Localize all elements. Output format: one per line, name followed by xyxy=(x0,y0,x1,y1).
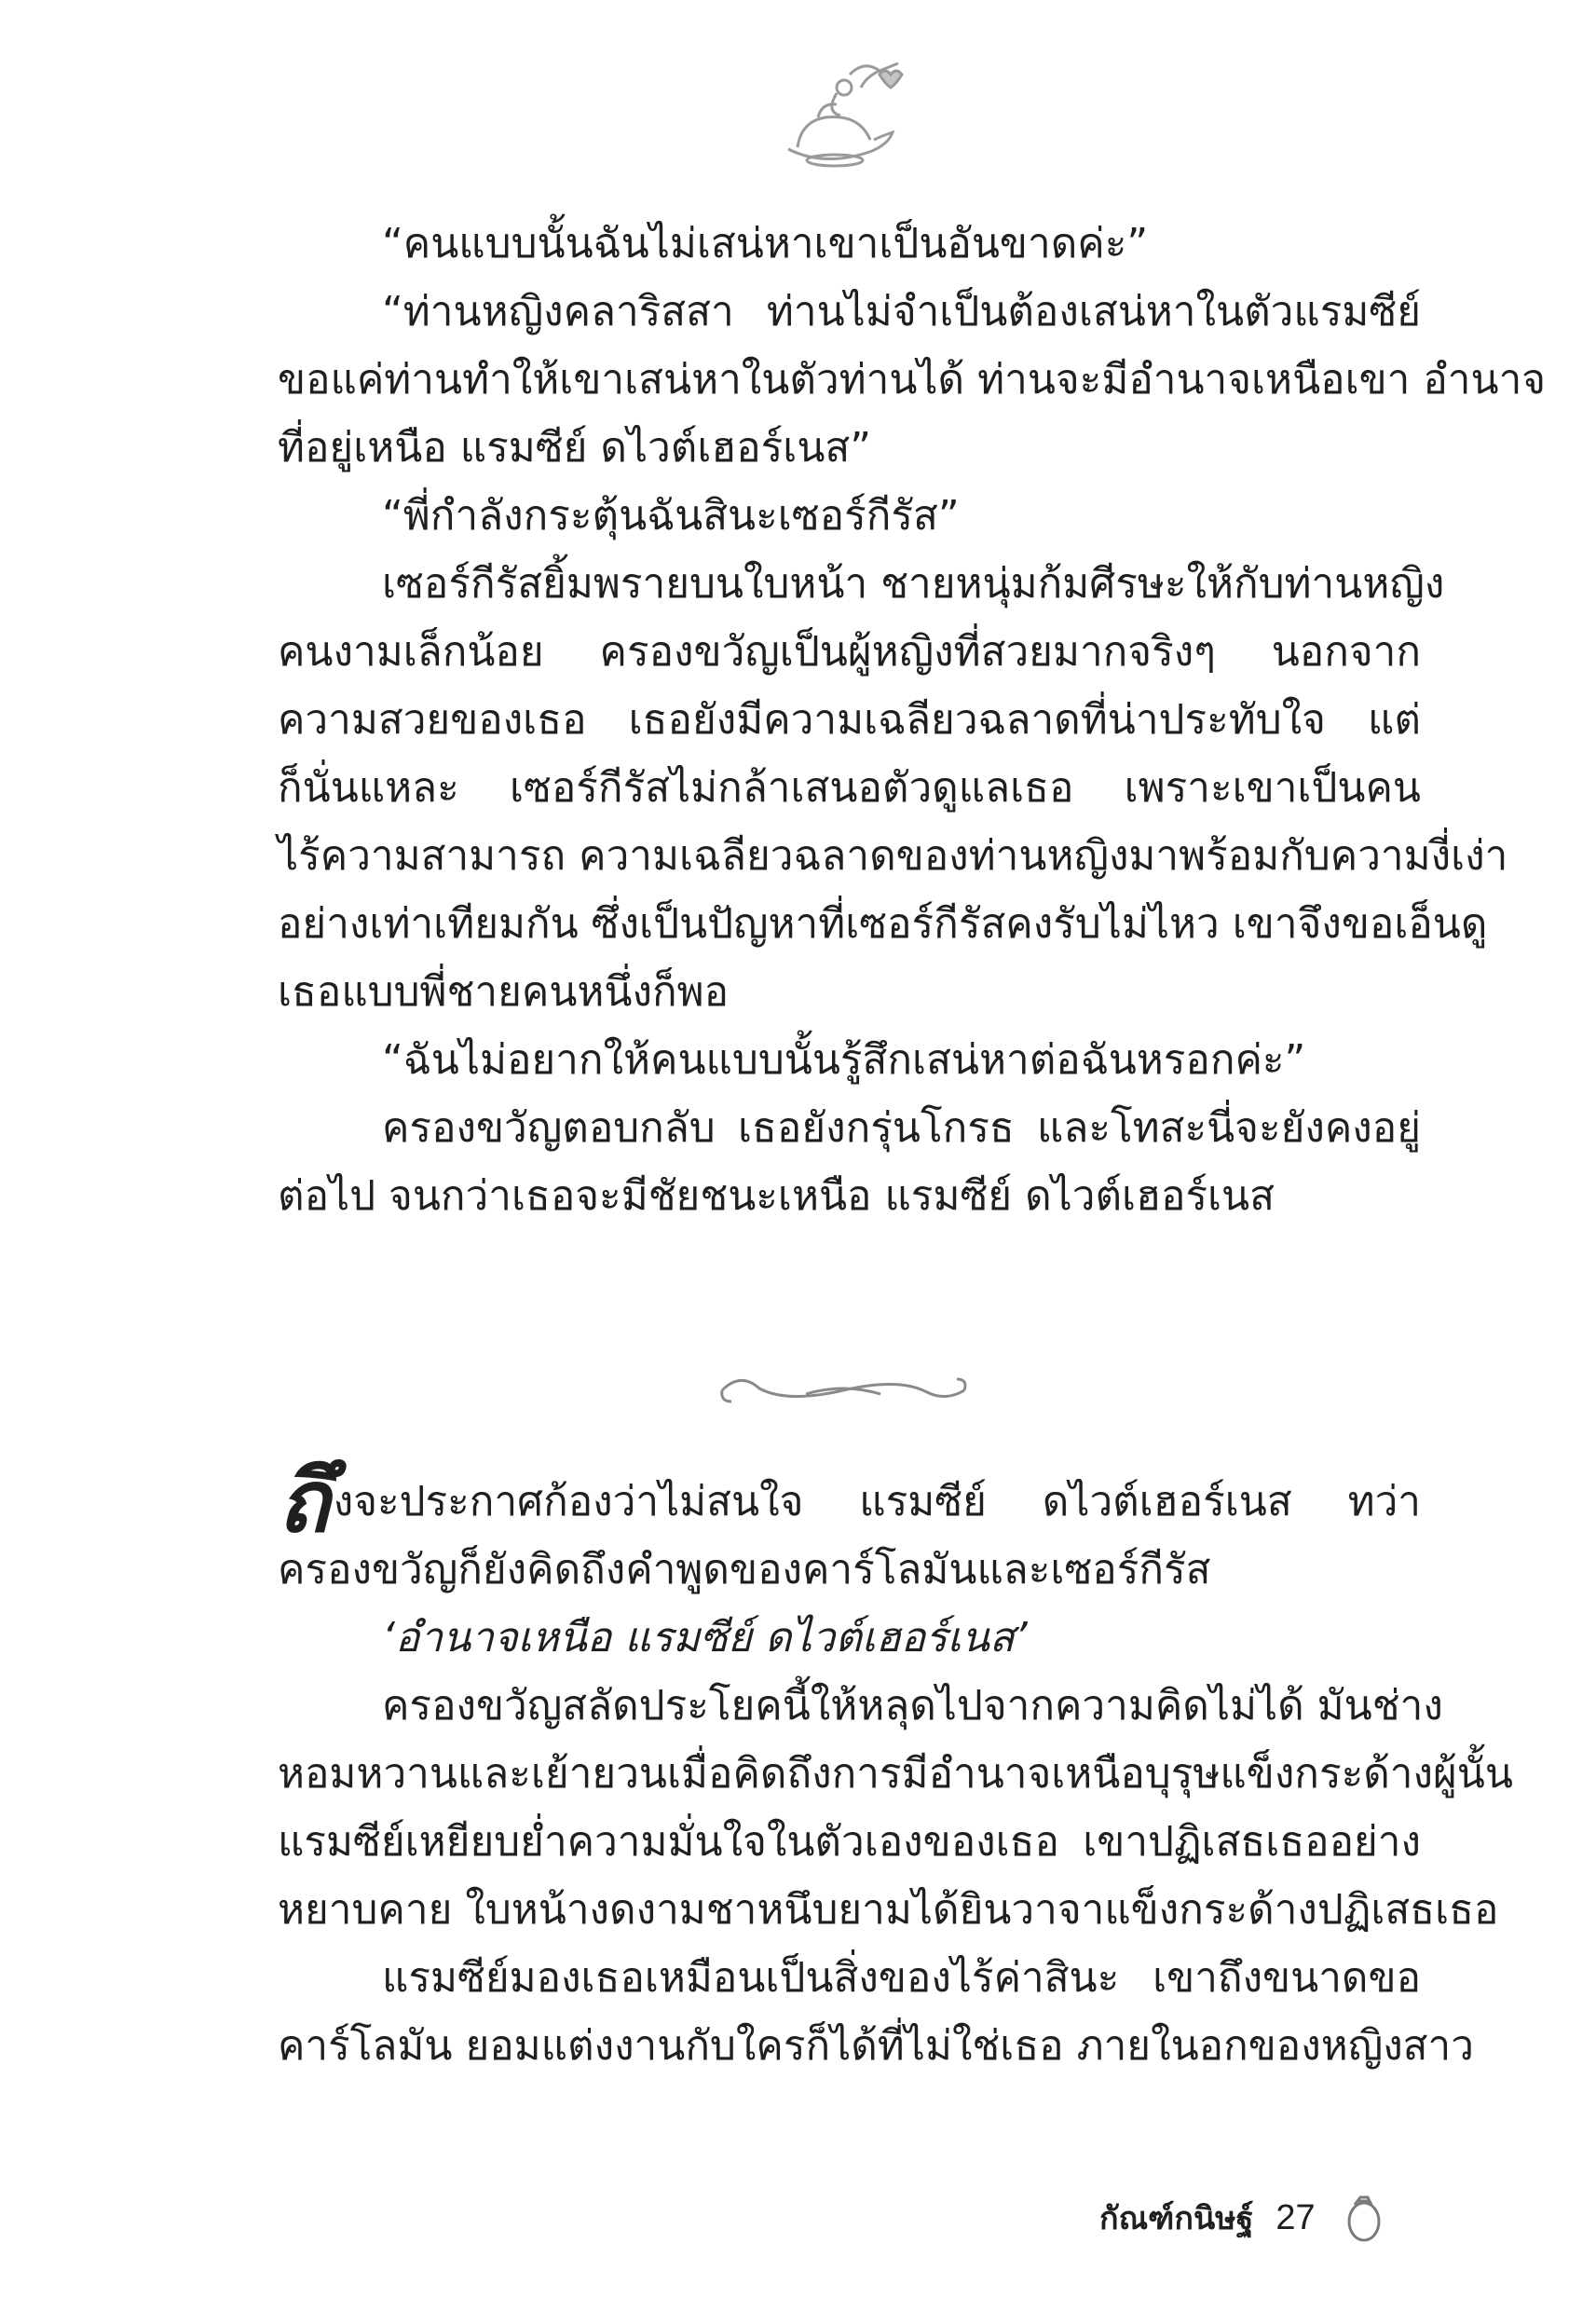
paragraph-line: “ท่านหญิงคลาริสสา ท่านไม่จำเป็นต้องเสน่หาในตัวแรมซีย์ xyxy=(382,288,1421,335)
dropcap-line xyxy=(278,1452,1421,1552)
paragraph-line: ที่อยู่เหนือ แรมซีย์ ดไวต์เฮอร์เนส” xyxy=(278,424,872,472)
paragraph-line: เซอร์กีรัสยิ้มพรายบนใบหน้า ชายหนุ่มก้มศีรษะให้กับท่านหญิง xyxy=(382,560,1445,608)
paragraph-line: หยาบคาย ใบหน้างดงามชาหนึบยามได้ยินวาจาแข็งกระด้างปฏิเสธเธอ xyxy=(278,1886,1499,1934)
paragraph-line: ครองขวัญก็ยังคิดถึงคำพูดของคาร์โลมันและเซอร์กีรัส xyxy=(278,1546,1211,1593)
dropcap: ถึ xyxy=(278,1452,330,1552)
paragraph-line: ก็นั่นแหละ เซอร์กีรัสไม่กล้าเสนอตัวดูแลเธอ เพราะเขาเป็นคน xyxy=(278,764,1421,812)
paragraph-line: อย่างเท่าเทียมกัน ซึ่งเป็นปัญหาที่เซอร์กีรัสคงรับไม่ไหว เขาจึงขอเอ็นดู xyxy=(278,900,1488,948)
paragraph-line: แรมซีย์มองเธอเหมือนเป็นสิ่งของไร้ค่าสินะ เขาถึงขนาดขอ xyxy=(382,1954,1421,2002)
dropcap-line-rest: งจะประกาศก้องว่าไม่สนใจ แรมซีย์ ดไวต์เฮอร์เนส ทว่า xyxy=(333,1478,1421,1525)
book-title: กัณฑ์กนิษฐ์ xyxy=(1099,2200,1254,2237)
paragraph-line: คนงามเล็กน้อย ครองขวัญเป็นผู้หญิงที่สวยมากจริงๆ นอกจาก xyxy=(278,628,1421,676)
paragraph-line: เธอแบบพี่ชายคนหนึ่งก็พอ xyxy=(278,968,730,1016)
paragraph-line: ความสวยของเธอ เธอยังมีความเฉลียวฉลาดที่น่าประทับใจ แต่ xyxy=(278,696,1421,744)
ring-icon xyxy=(1334,2190,1390,2246)
paragraph-line: ต่อไป จนกว่าเธอจะมีชัยชนะเหนือ แรมซีย์ ดไวต์เฮอร์เนส xyxy=(278,1172,1275,1220)
paragraph-line: แรมซีย์เหยียบย่ำความมั่นใจในตัวเองของเธอ เขาปฏิเสธเธออย่าง xyxy=(278,1818,1421,1866)
paragraph-line: ครองขวัญตอบกลับ เธอยังกรุ่นโกรธ และโทสะนี่จะยังคงอยู่ xyxy=(382,1104,1421,1152)
cupid-teapot-ornament-icon xyxy=(770,47,909,186)
paragraph-line: ไร้ความสามารถ ความเฉลียวฉลาดของท่านหญิงมาพร้อมกับความงี่เง่า xyxy=(278,832,1508,880)
paragraph-line: “ฉันไม่อยากให้คนแบบนั้นรู้สึกเสน่หาต่อฉันหรอกค่ะ” xyxy=(382,1036,1306,1084)
page-footer xyxy=(1099,2190,1390,2246)
paragraph-line: ขอแค่ท่านทำให้เขาเสน่หาในตัวท่านได้ ท่านจะมีอำนาจเหนือเขา อำนาจ xyxy=(278,356,1547,403)
paragraph-line: “คนแบบนั้นฉันไม่เสน่หาเขาเป็นอันขาดค่ะ” xyxy=(382,220,1149,267)
section-divider-ornament-icon xyxy=(703,1362,983,1418)
paragraph-line: คาร์โลมัน ยอมแต่งงานกับใครก็ได้ที่ไม่ใช่เธอ ภายในอกของหญิงสาว xyxy=(278,2022,1474,2070)
paragraph-line: หอมหวานและเย้ายวนเมื่อคิดถึงการมีอำนาจเหนือบุรุษแข็งกระด้างผู้นั้น xyxy=(278,1750,1513,1798)
italic-quote-line: ‘อำนาจเหนือ แรมซีย์ ดไวต์เฮอร์เนส’ xyxy=(382,1614,1028,1661)
page-number: 27 xyxy=(1275,2197,1316,2237)
paragraph-line: “พี่กำลังกระตุ้นฉันสินะเซอร์กีรัส” xyxy=(382,492,960,540)
paragraph-line: ครองขวัญสลัดประโยคนี้ให้หลุดไปจากความคิดไม่ได้ มันช่าง xyxy=(382,1682,1443,1730)
